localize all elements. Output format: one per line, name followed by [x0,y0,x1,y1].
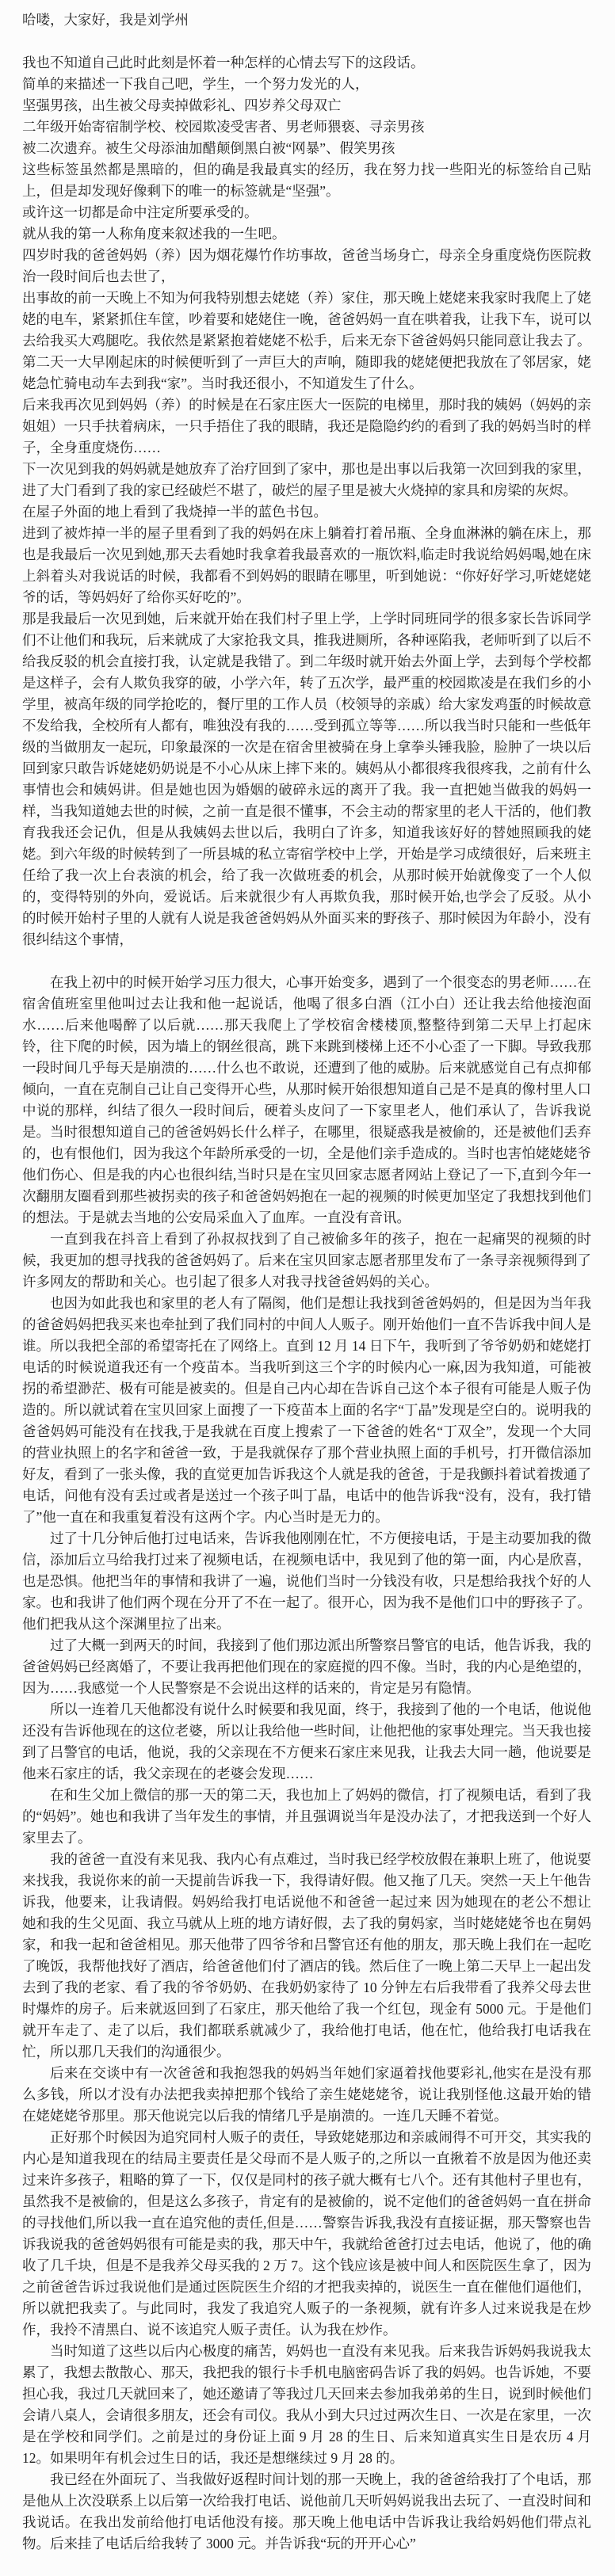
paragraph: 出事故的前一天晚上不知为何我特别想去姥姥（养）家住，那天晚上姥姥来我家时我爬上了姥姥的电车，紧紧抓住车筐，吵着要和姥姥住一晚，爸爸妈妈一直在哄着我，让我下车，说可以去给我买大鸡腿吃。我依然是紧紧抱着姥姥不松手，后来无奈下爸爸妈妈只能同意让我去了。 [22,290,591,349]
document-body [22,52,591,2555]
paragraph: 被二次遗弃。被生父母添油加醋颠倒黑白被“网暴”、假笑男孩 [22,140,395,156]
paragraph: 过了大概一到两天的时间，我接到了他们那边派出所警察吕警官的电话，他告诉我，我的爸爸妈妈已经离婚了，不要让我再把他们现在的家庭搅的四不像。当时，我的内心是绝望的，因为……我感觉一个人民警察是不会说出这样的话来的，肯定是另有隐情。 [22,1637,591,1696]
paragraph: 后来在交谈中有一次爸爸和我抱怨我的妈妈当年她们家逼着找他要彩礼,他实在是没有那么多钱，所以才没有办法把我卖掉把那个钱给了亲生姥姥姥爷，说让我别怪他.这最开始的错在姥姥姥爷那里。那天他说完以后我的情绪几乎是崩溃的。一连几天睡不着觉。 [22,2065,591,2124]
paragraph: 那是我最后一次见到她，后来就开始在我们村子里上学，上学时同班同学的很多家长告诉同学们不让他们和我玩，后来就成了大家抢我文具，推我进厕所，各种诬陷我，老师听到了以后不给我反驳的机会直接打我，认定就是我错了。到二年级时就开始去外面上学，去到每个学校都是这样子，会有人欺负我穿的破，小学六年，转了五次学，最严重的校园欺凌是在我们乡的小学里，被高年级的同学抢吃的，餐厅里的工作人员（校领导的亲戚）给大家发鸡蛋的时候故意不发给我，全校所有人都有，唯独没有我的……受到孤立等等……所以我当时只能和一些低年级的当做朋友一起玩，印象最深的一次是在宿舍里被骑在身上拿拳头锤我脸，脸肿了一块以后回到家只敢告诉姥姥奶奶说是不小心从床上摔下来的。姨妈从小都很疼我很疼我，之前有什么事情也会和姨妈讲。但是她也因为婚姻的破碎永远的离开了我。我一直把她当做我的妈妈一样，当我知道她去世的时候，之前一直是很不懂事，不会主动的帮家里的老人干活的，他们教育我我还会记仇，但是从我姨妈去世以后，我明白了许多，知道我该好好的替她照顾我的姥姥。到六年级的时候转到了一所县城的私立寄宿学校中上学，开始是学习成绩很好，后来班主任给了我一次上台表演的机会，给了我一次做班委的机会，从那时候开始就像变了一个人似的，变得特别的外向，爱说话。后来就很少有人再欺负我，那时候开始,也学会了反驳。从小的时候开始村子里的人就有人说是我爸爸妈妈从外面买来的野孩子、那时候因为年龄小，没有很纠结这个事情， [22,611,591,947]
paragraph: 我已经在外面玩了、当我做好返程时间计划的那一天晚上，我的爸爸给我打了个电话，那是他从上次没联系上以后第一次给我打电话、说他前几天听妈妈说我出去玩了、一直没时间和我说话。在我出发前给他打电话他没有接。那天晚上他电话中告诉我让我给妈妈他们带点礼物。后来挂了电话后给我转了 3000 元。并告诉我“玩的开开心心” [22,2471,591,2551]
paragraph: 也因为如此我也和家里的老人有了隔阂，他们是想让我找到爸爸妈妈的，但是因为当年我的爸爸妈妈把我买来也牵扯到了我们同村的中间人人贩子。刚开始他们一直不告诉我中间人是谁。所以我把全部的希望寄托在了网络上。直到 12 月 14 日下午，我听到了爷爷奶奶和姥姥打电话的时候说道我还有一个疫苗本。当我听到这三个字的时候内心一麻,因为我知道，可能被拐的希望渺茫、极有可能是被卖的。但是自己内心却在告诉自己这个本子很有可能是人贩子伪造的。所以就试着在宝贝回家上面搜了一下疫苗本上面的名字“丁晶”发现是空白的。说明我的爸爸妈妈可能没有在找我,于是我就在百度上搜索了一下爸爸的姓名“丁双全”，发现一个大同的营业执照上的名字和爸爸一致，于是我就保存了那个营业执照上面的手机号，打开微信添加好友，看到了一张头像，我的直觉更加告诉我这个人就是我的爸爸，于是我颤抖着试着拨通了电话，问他有没有丢过或者是送过一个孩子叫丁晶，电话中的他告诉我“没有，没有，我打错了”他一直在和我重复着没有这两个字。内心当时是无力的。 [22,1295,591,1525]
paragraph: 在我上初中的时候开始学习压力很大，心事开始变多，遇到了一个很变态的男老师……在宿舍值班室里他叫过去让我和他一起说话，他喝了很多白酒（江小白）还让我去给他接泡面水……后来他喝醉了以后就……那天我爬上了学校宿舍楼楼顶,整整待到第二天早上打起床铃，往下爬的时候，因为墙上的钢丝很高，跳下来跳到楼梯上还不小心歪了一下脚。导致我那一段时间几乎每天是崩溃的……什么也不敢说，还遭到了他的威胁。后来就感觉自己有点抑郁倾向，一直在克制自己让自己变得开心些，从那时候开始很想知道自己是不是真的像村里人口中说的那样，纠结了很久一段时间后，硬着头皮问了一下家里老人，他们承认了，告诉我说是。当时很想知道自己的爸爸妈妈长什么样子，在哪里，很疑惑我是被偷的，还是被他们丢弃的，也有恨他们，因为我这个年龄所承受的一切，全是他们亲手造成的。当时也害怕姥姥姥爷他们伤心、但是我的内心也很纠结,当时只是在宝贝回家志愿者网站上登记了一下,直到今年一次翻朋友圈看到那些被拐卖的孩子和爸爸妈妈抱在一起的视频的时候更加坚定了我想找到他们的想法。于是就去当地的公安局采血入了血库。一直没有音讯。 [22,974,591,1225]
paragraph: 这些标签虽然都是黑暗的，但的确是我最真实的经历，我在努力找一些阳光的标签给自己贴上，但是却发现好像剩下的唯一的标签就是“坚强”。 [22,162,591,199]
paragraph: 一直到我在抖音上看到了孙叔叔找到了自己被偷多年的孩子，抱在一起痛哭的视频的时候，我更加的想寻找我的爸爸妈妈了。后来在宝贝回家志愿者那里发布了一条寻亲视频得到了许多网友的帮助和关心。也引起了很多人对我寻找爸爸妈妈的关心。 [22,1231,591,1290]
paragraph: 所以一连着几天他都没有说什么时候要和我见面，终于，我接到了他的一个电话，他说他还没有告诉他现在的这位老婆，所以让我给他一些时间，让他把他的家事处理完。当天我也接到了吕警官的电话，他说，我的父亲现在不方便来石家庄来见我，让我去大同一趟，他说要是他来石家庄的话，我父亲现在的老婆会发现…… [22,1701,591,1781]
paragraph: 我的爸爸一直没有来见我、我内心有点难过，当时我已经学校放假在兼职上班了，他说要来找我，我说你来的前一天提前告诉我一下，我得请好假。他又拖了几天。突然一天上午他告诉我，他要来，让我请假。妈妈给我打电话说他不和爸爸一起过来 因为她现在的老公不想让她和我的生父见面、我立马就从上班的地方请好假，去了我的舅妈家，当时姥姥姥爷也在舅妈家，和我一起和爸爸相见。那天他带了四爷爷和吕警官还有他的朋友，那天晚上我们在一起吃了晚饭，我帮他找好了酒店，给爸爸他们付了酒店的钱。然后住了一晚上第二天早上一起出发去到了我的老家、看了我的爷爷奶奶、在我奶奶家待了 10 分钟左右后我带看了我养父母去世时爆炸的房子。后来就返回到了石家庄，那天他给了我一个红包，现金有 5000 元。于是他们就开车走了、走了以后，我们都联系就减少了，我给他打电话，他在忙，他给我打电话我在忙，所以那几天我们的沟通很少。 [22,1851,591,2060]
paragraph: 下一次见到我的妈妈就是她放弃了治疗回到了家中，那也是出事以后我第一次回到我的家里，进了大门看到了我的家已经破烂不堪了，破烂的屋子里是被大火烧掉的家具和房梁的灰烬。 [22,461,591,498]
paragraph: 第二天一大早刚起床的时候便听到了一声巨大的声响，随即我的姥姥便把我放在了邻居家，姥姥急忙骑电动车去到我“家”。当时我还很小，不知道发生了什么。 [22,354,591,391]
paragraph: 当时知道了这些以后内心极度的痛苦，妈妈也一直没有来见我。后来我告诉妈妈我说我太累了，我想去散散心、那天，我把我的银行卡手机电脑密码告诉了我的妈妈。也告诉她，不要担心我，我过几天就回来了，她还邀请了等我过几天回来去参加我弟弟的生日，说到时候他们会请八桌人，会请很多朋友，还会有司仪。我从小到大只过过两次生日、一次是在家里，一次是在学校和同学们。之前是过的身份证上面 9 月 28 的生日、后来知道真实生日是农历 4 月 12。如果明年有机会过生日的话，我还是想继续过 9 月 28 的。 [22,2343,591,2466]
paragraph: 正好那个时候因为追究同村人贩子的责任，导致姥姥那边和亲戚闹得不可开交，其实我的内心是知道我现在的结局主要责任是父母而不是人贩子的,之所以一直揪着不放是因为他还卖过来许多孩子，粗略的算了一下，仅仅是同村的孩子就大概有七八个。还有其他村子里也有，虽然我不是被偷的，但是这么多孩子，肯定有的是被偷的，说不定他们的爸爸妈妈一直在拼命的寻找他们,所以我一直在追究他的责任,但是……警察告诉我,我没有直接证据，那天警察也告诉我说我的爸爸妈妈很有可能是卖的我，那天中午，我就给爸爸打过去电话，他说了，他的确收了几千块，但是不是我养父母买我的 2 万 7。这个钱应该是被中间人和医院医生拿了，因为之前爸爸告诉过我说他们是通过医院医生介绍的才把我卖掉的，说医生一直在催他们逼他们，所以就把我卖了。与此同时，我发了我追究人贩子的一条视频，就有许多人过来说我是在炒作，我拎不清黑白、说不该追究人贩子责任。认为我在炒作。 [22,2129,591,2338]
paragraph: 过了十几分钟后他打过电话来，告诉我他刚刚在忙，不方便接电话，于是主动要加我的微信，添加后立马给我打过来了视频电话，在视频电话中，我见到了他的第一面，内心是欣喜，也是恐惧。他把当年的事情和我讲了一遍，说他们当时一分钱没有收，只是想给我找个好的人家。也和我讲了他们两个现在分开了不在一起了。很开心，因为我不是他们口中的野孩子了。他们把我从这个深渊里拉了出来。 [22,1530,591,1632]
document-title-line: 哈喽，大家好，我是刘学州 [22,12,189,28]
paragraph: 我也不知道自己此时此刻是怀着一种怎样的心情去写下的这段话。 [22,55,425,70]
paragraph: 在屋子外面的地上看到了我烧掉一半的蓝色书包。 [22,504,327,520]
paragraph: 后来我再次见到妈妈（养）的时候是在石家庄医大一医院的电梯里，那时我的姨妈（妈妈的亲姐姐）一只手扶着病床，一只手捂住了我的眼睛，我还是隐隐约约的看到了我的妈妈当时的样子，全身重度烧伤…… [22,397,591,455]
paragraph: 二年级开始寄宿制学校、校园欺凌受害者、男老师猥亵、寻亲男孩 [22,119,425,135]
paragraph: 就从我的第一人称角度来叙述我的一生吧。 [22,226,286,242]
paragraph: 进到了被炸掉一半的屋子里看到了我的妈妈在床上躺着打着吊瓶、全身血淋淋的躺在床上，那也是我最后一次见到她,那天去看她时我拿着我最喜欢的一瓶饮料,临走时我说给妈妈喝,她在床上斜着头对我说话的时候，我都看不到妈妈的眼睛在哪里，听到她说：“你好好学习,听姥姥姥爷的话，等妈妈好了给你买好吃的”。 [22,525,591,605]
paragraph: 四岁时我的爸爸妈妈（养）因为烟花爆竹作坊事故，爸爸当场身亡，母亲全身重度烧伤医院救治一段时间后也去世了， [22,247,591,284]
paragraph: 或许这一切都是命中注定所要承受的。 [22,204,258,220]
paragraph: 在和生父加上微信的那一天的第二天，我也加上了妈妈的微信，打了视频电话，看到了我的“妈妈”。她也和我讲了当年发生的事情，并且强调说当年是没办法了，才把我送到一个好人家里去了。 [22,1787,591,1846]
paragraph: 坚强男孩，出生被父母卖掉做彩礼、四岁养父母双亡 [22,97,342,113]
paragraph: 简单的来描述一下我自己吧，学生，一个努力发光的人， [22,76,369,92]
